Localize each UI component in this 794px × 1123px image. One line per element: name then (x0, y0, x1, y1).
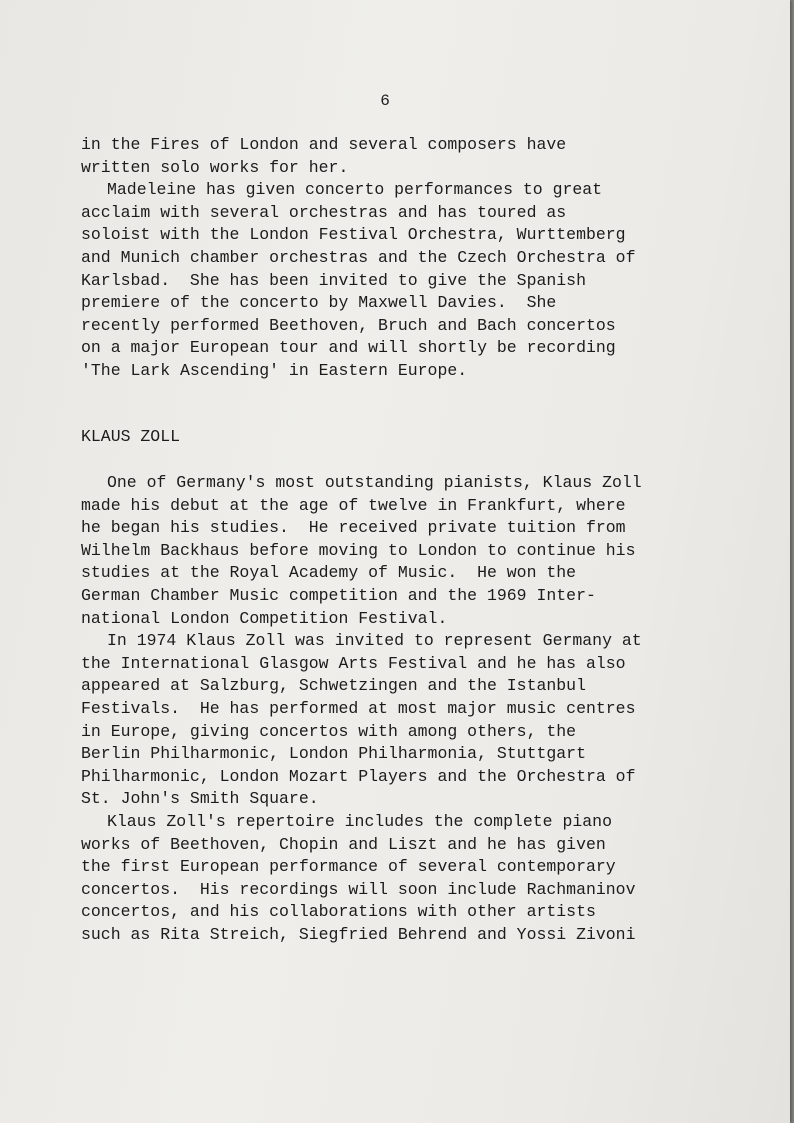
klaus-zoll-bio (81, 472, 642, 946)
text-line: Wilhelm Backhaus before moving to London to continue his (81, 540, 636, 560)
text-line: 'The Lark Ascending' in Eastern Europe. (81, 360, 468, 380)
text-line: he began his studies. He received private tuition from (81, 518, 626, 538)
page-number: 6 (380, 92, 390, 110)
text-line: appeared at Salzburg, Schwetzingen and the Istanbul (81, 676, 586, 696)
text-line: works of Beethoven, Chopin and Liszt and he has given (81, 834, 606, 854)
text-line: in Europe, giving concertos with among others, the (81, 721, 577, 741)
text-line: Berlin Philharmonic, London Philharmonia, Stuttgart (81, 744, 586, 764)
text-line: German Chamber Music competition and the 1969 Inter- (81, 585, 596, 605)
text-line: written solo works for her. (81, 157, 349, 177)
text-line: concertos. His recordings will soon include Rachmaninov (81, 879, 636, 899)
text-line: on a major European tour and will shortly be recording (81, 338, 616, 358)
text-line: studies at the Royal Academy of Music. He won the (81, 563, 577, 583)
text-line: national London Competition Festival. (81, 608, 448, 628)
text-line: In 1974 Klaus Zoll was invited to represent Germany at (107, 631, 642, 651)
madeleine-mitchell-bio-continued (81, 134, 636, 383)
text-line: Festivals. He has performed at most major music centres (81, 698, 636, 718)
section-heading-klaus-zoll: KLAUS ZOLL (81, 427, 181, 446)
text-line: concertos, and his collaborations with other artists (81, 902, 596, 922)
text-line: soloist with the London Festival Orchestra, Wurttemberg (81, 225, 626, 245)
text-line: in the Fires of London and several composers have (81, 135, 567, 154)
text-line: such as Rita Streich, Siegfried Behrend and Yossi Zivoni (81, 924, 636, 944)
text-line: recently performed Beethoven, Bruch and Bach concertos (81, 315, 616, 335)
text-line: Madeleine has given concerto performances to great (107, 180, 603, 200)
text-line: the International Glasgow Arts Festival and he has also (81, 653, 626, 673)
text-line: premiere of the concerto by Maxwell Davies. She (81, 293, 557, 313)
text-line: acclaim with several orchestras and has toured as (81, 202, 567, 222)
text-line: and Munich chamber orchestras and the Czech Orchestra of (81, 247, 636, 267)
text-line: Karlsbad. She has been invited to give the Spanish (81, 270, 586, 290)
text-line: made his debut at the age of twelve in Frankfurt, where (81, 495, 626, 515)
text-line: Philharmonic, London Mozart Players and the Orchestra of (81, 766, 636, 786)
text-line: Klaus Zoll's repertoire includes the complete piano (107, 811, 612, 831)
text-line: One of Germany's most outstanding pianists, Klaus Zoll (107, 473, 642, 492)
text-line: the first European performance of several contemporary (81, 857, 616, 877)
text-line: St. John's Smith Square. (81, 789, 319, 809)
